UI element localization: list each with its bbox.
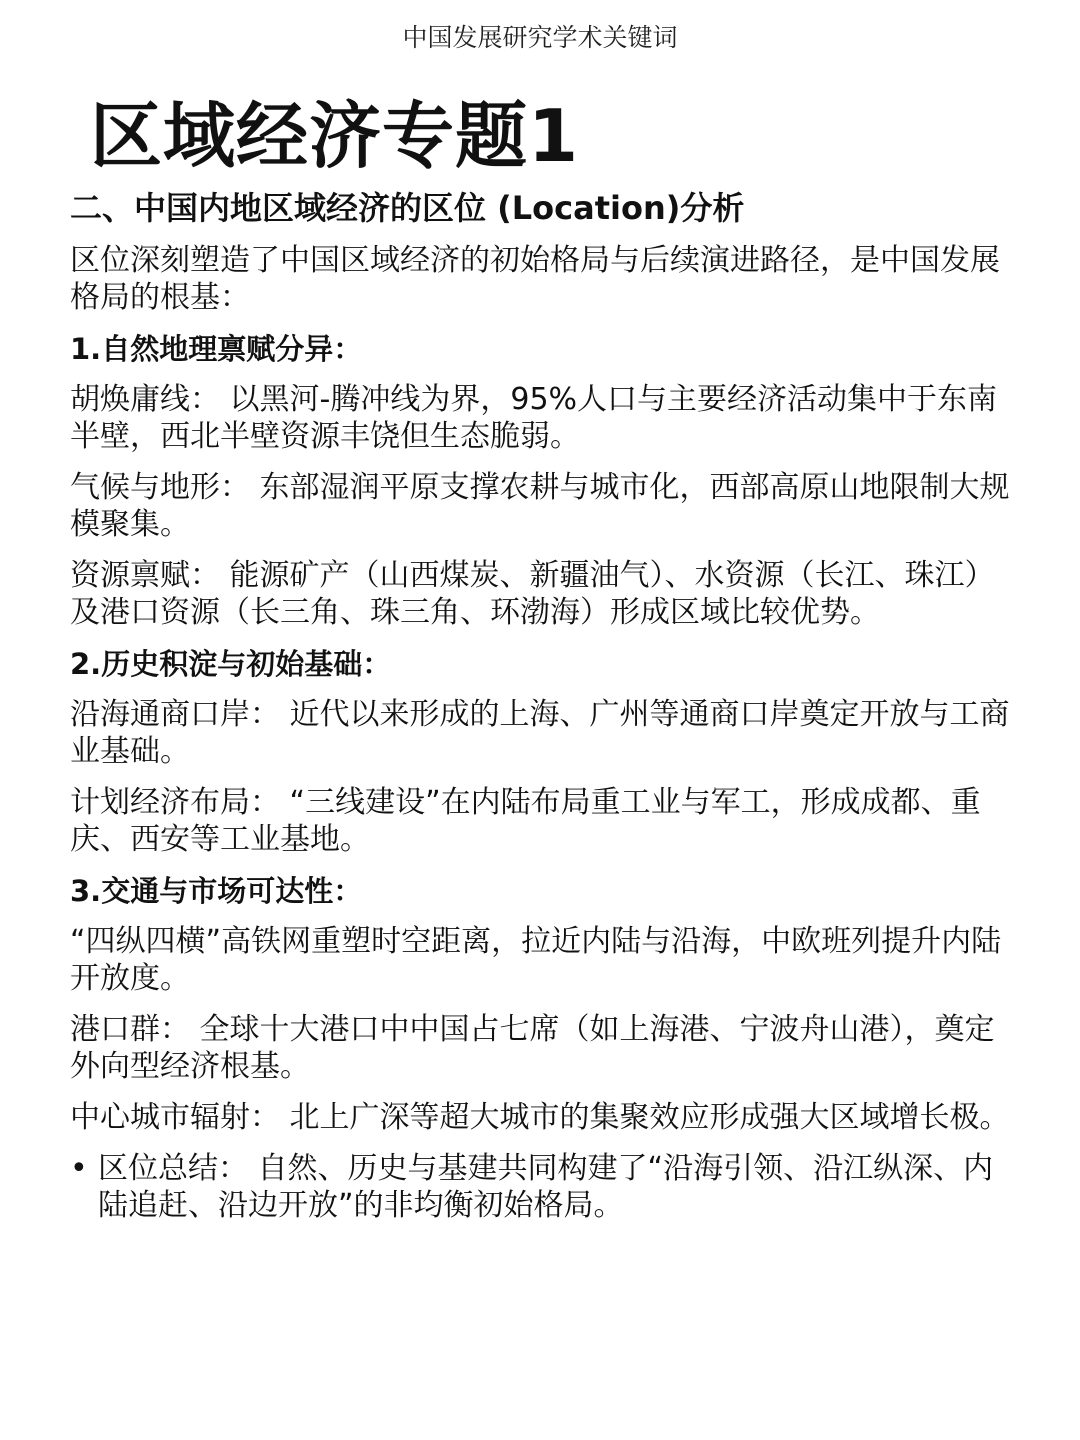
paragraph: 计划经济布局： “三线建设”在内陆布局重工业与军工，形成成都、重庆、西安等工业基地。 xyxy=(70,784,981,857)
bullet-dot-icon: • xyxy=(70,1151,88,1187)
subsection-natural-geography xyxy=(70,330,1020,631)
header-label: 中国发展研究学术关键词 xyxy=(402,23,678,52)
paragraph: 资源禀赋： 能源矿产（山西煤炭、新疆油气）、水资源（长江、珠江）及港口资源（长三角、珠三角、环渤海）形成区域比较优势。 xyxy=(70,557,995,630)
paragraph: “四纵四横”高铁网重塑时空距离，拉近内陆与沿海，中欧班列提升内陆开放度。 xyxy=(70,924,1002,997)
section-heading: 二、中国内地区域经济的区位 (Location)分析 xyxy=(70,189,745,227)
page-title: 区域经济专题1 xyxy=(90,94,580,178)
summary-bullet xyxy=(70,1150,1020,1224)
paragraph: 胡焕庸线： 以黑河-腾冲线为界，95%人口与主要经济活动集中于东南半壁，西北半壁资源丰饶但生态脆弱。 xyxy=(70,381,998,454)
subsection-heading: 1.自然地理禀赋分异： xyxy=(70,331,363,366)
subsection-transport xyxy=(70,872,1020,1136)
content xyxy=(70,188,1020,1224)
paragraph: 气候与地形： 东部湿润平原支撑农耕与城市化，西部高原山地限制大规模聚集。 xyxy=(70,469,1010,542)
subsection-heading: 3.交通与市场可达性： xyxy=(70,873,363,908)
summary-text: 区位总结： 自然、历史与基建共同构建了“沿海引领、沿江纵深、内陆追赶、沿边开放”的非均衡初始格局。 xyxy=(98,1151,994,1224)
section-intro: 区位深刻塑造了中国区域经济的初始格局与后续演进路径，是中国发展格局的根基： xyxy=(70,242,1000,315)
subsection-heading: 2.历史积淀与初始基础： xyxy=(70,646,392,681)
paragraph: 沿海通商口岸： 近代以来形成的上海、广州等通商口岸奠定开放与工商业基础。 xyxy=(70,696,1010,769)
paragraph: 中心城市辐射： 北上广深等超大城市的集聚效应形成强大区域增长极。 xyxy=(70,1100,1010,1136)
subsection-history xyxy=(70,645,1020,858)
paragraph: 港口群： 全球十大港口中中国占七席（如上海港、宁波舟山港），奠定外向型经济根基。 xyxy=(70,1012,995,1085)
